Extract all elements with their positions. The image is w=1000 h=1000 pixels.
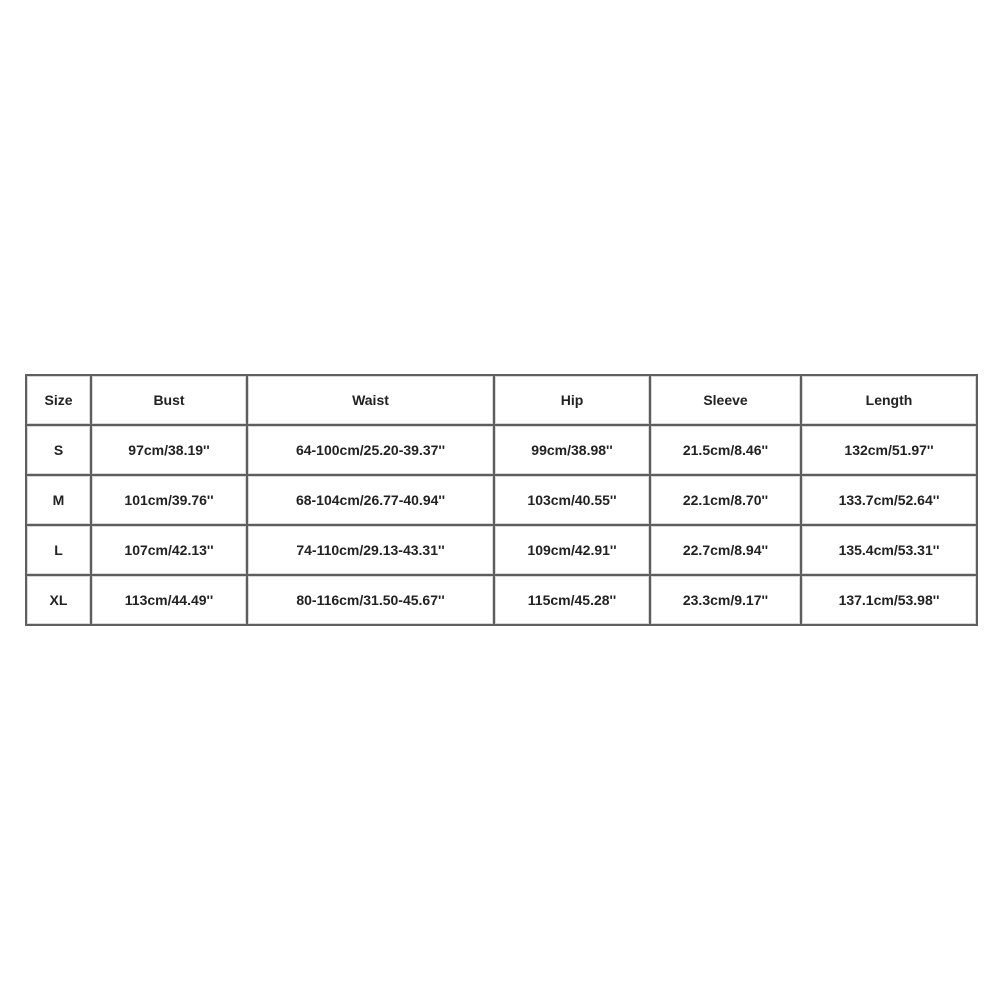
size-cell: XL bbox=[26, 575, 91, 625]
bust-cell: 113cm/44.49'' bbox=[91, 575, 247, 625]
length-cell: 137.1cm/53.98'' bbox=[801, 575, 977, 625]
waist-cell: 74-110cm/29.13-43.31'' bbox=[247, 525, 494, 575]
length-cell: 135.4cm/53.31'' bbox=[801, 525, 977, 575]
waist-cell: 68-104cm/26.77-40.94'' bbox=[247, 475, 494, 525]
table-row bbox=[26, 575, 977, 625]
header-hip: Hip bbox=[494, 375, 650, 425]
hip-cell: 103cm/40.55'' bbox=[494, 475, 650, 525]
header-waist: Waist bbox=[247, 375, 494, 425]
sleeve-cell: 23.3cm/9.17'' bbox=[650, 575, 801, 625]
header-row bbox=[26, 375, 977, 425]
hip-cell: 99cm/38.98'' bbox=[494, 425, 650, 475]
waist-cell: 64-100cm/25.20-39.37'' bbox=[247, 425, 494, 475]
bust-cell: 107cm/42.13'' bbox=[91, 525, 247, 575]
table-row bbox=[26, 475, 977, 525]
size-cell: L bbox=[26, 525, 91, 575]
bust-cell: 101cm/39.76'' bbox=[91, 475, 247, 525]
length-cell: 133.7cm/52.64'' bbox=[801, 475, 977, 525]
table-row bbox=[26, 525, 977, 575]
header-size: Size bbox=[26, 375, 91, 425]
waist-cell: 80-116cm/31.50-45.67'' bbox=[247, 575, 494, 625]
size-cell: S bbox=[26, 425, 91, 475]
hip-cell: 115cm/45.28'' bbox=[494, 575, 650, 625]
length-cell: 132cm/51.97'' bbox=[801, 425, 977, 475]
hip-cell: 109cm/42.91'' bbox=[494, 525, 650, 575]
table-row bbox=[26, 425, 977, 475]
sleeve-cell: 22.7cm/8.94'' bbox=[650, 525, 801, 575]
header-length: Length bbox=[801, 375, 977, 425]
sleeve-cell: 22.1cm/8.70'' bbox=[650, 475, 801, 525]
size-chart-table bbox=[25, 374, 978, 626]
size-cell: M bbox=[26, 475, 91, 525]
sleeve-cell: 21.5cm/8.46'' bbox=[650, 425, 801, 475]
bust-cell: 97cm/38.19'' bbox=[91, 425, 247, 475]
header-bust: Bust bbox=[91, 375, 247, 425]
header-sleeve: Sleeve bbox=[650, 375, 801, 425]
